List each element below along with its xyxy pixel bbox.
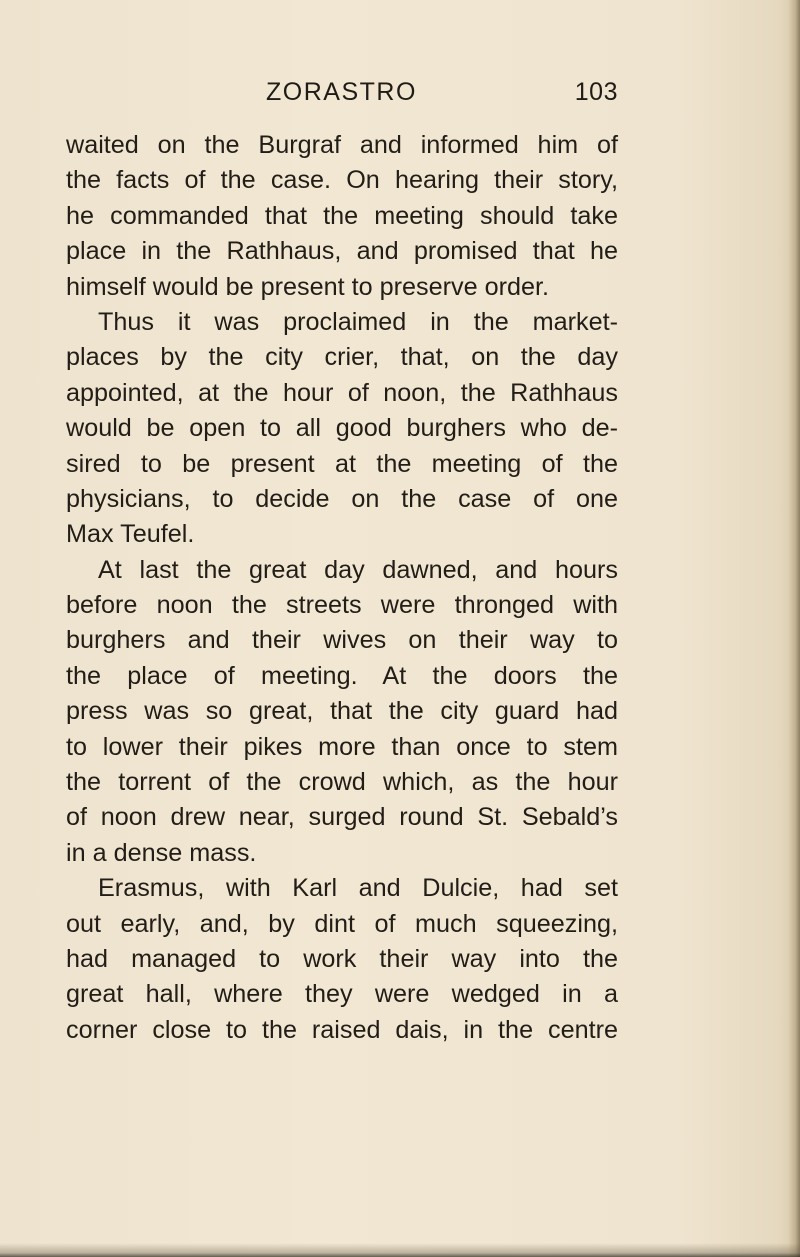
text-line: before noon the streets were thronged with [66, 591, 618, 620]
text-line: out early, and, by dint of much squeezing, [66, 909, 618, 938]
text-line: corner close to the raised dais, in the centre [66, 1015, 618, 1044]
text-line: the place of meeting. At the doors the [66, 661, 618, 690]
text-line: Erasmus, with Karl and Dulcie, had set [98, 874, 618, 903]
page-header [66, 78, 618, 118]
text-line: had managed to work their way into the [66, 944, 618, 973]
text-line: places by the city crier, that, on the day [66, 343, 618, 372]
text-line: himself would be present to preserve order. [66, 272, 550, 301]
body-text [66, 128, 618, 1048]
text-line: great hall, where they were wedged in a [66, 980, 618, 1009]
text-line: burghers and their wives on their way to [66, 626, 618, 655]
running-title: ZORASTRO [266, 78, 417, 106]
text-line: Max Teufel. [66, 520, 195, 549]
text-line: place in the Rathhaus, and promised that he [66, 237, 618, 266]
page-edge-shadow [788, 0, 800, 1257]
text-line: to lower their pikes more than once to stem [66, 732, 618, 761]
text-line: would be open to all good burghers who de- [66, 414, 618, 443]
text-line: physicians, to decide on the case of one [66, 484, 618, 513]
text-line: At last the great day dawned, and hours [98, 555, 618, 584]
text-line: he commanded that the meeting should take [66, 201, 618, 230]
text-line: Thus it was proclaimed in the market- [98, 307, 618, 336]
text-line: press was so great, that the city guard had [66, 697, 618, 726]
text-line: waited on the Burgraf and informed him of [66, 131, 618, 159]
text-line: of noon drew near, surged round St. Sebald’s [66, 803, 618, 832]
page-bottom-edge [0, 1243, 800, 1257]
text-line: in a dense mass. [66, 838, 257, 867]
text-line: appointed, at the hour of noon, the Rathhaus [66, 378, 618, 407]
text-line: sired to be present at the meeting of the [66, 449, 618, 478]
page-number: 103 [574, 78, 618, 106]
text-line: the torrent of the crowd which, as the hour [66, 768, 618, 797]
text-line: the facts of the case. On hearing their story, [66, 166, 618, 195]
